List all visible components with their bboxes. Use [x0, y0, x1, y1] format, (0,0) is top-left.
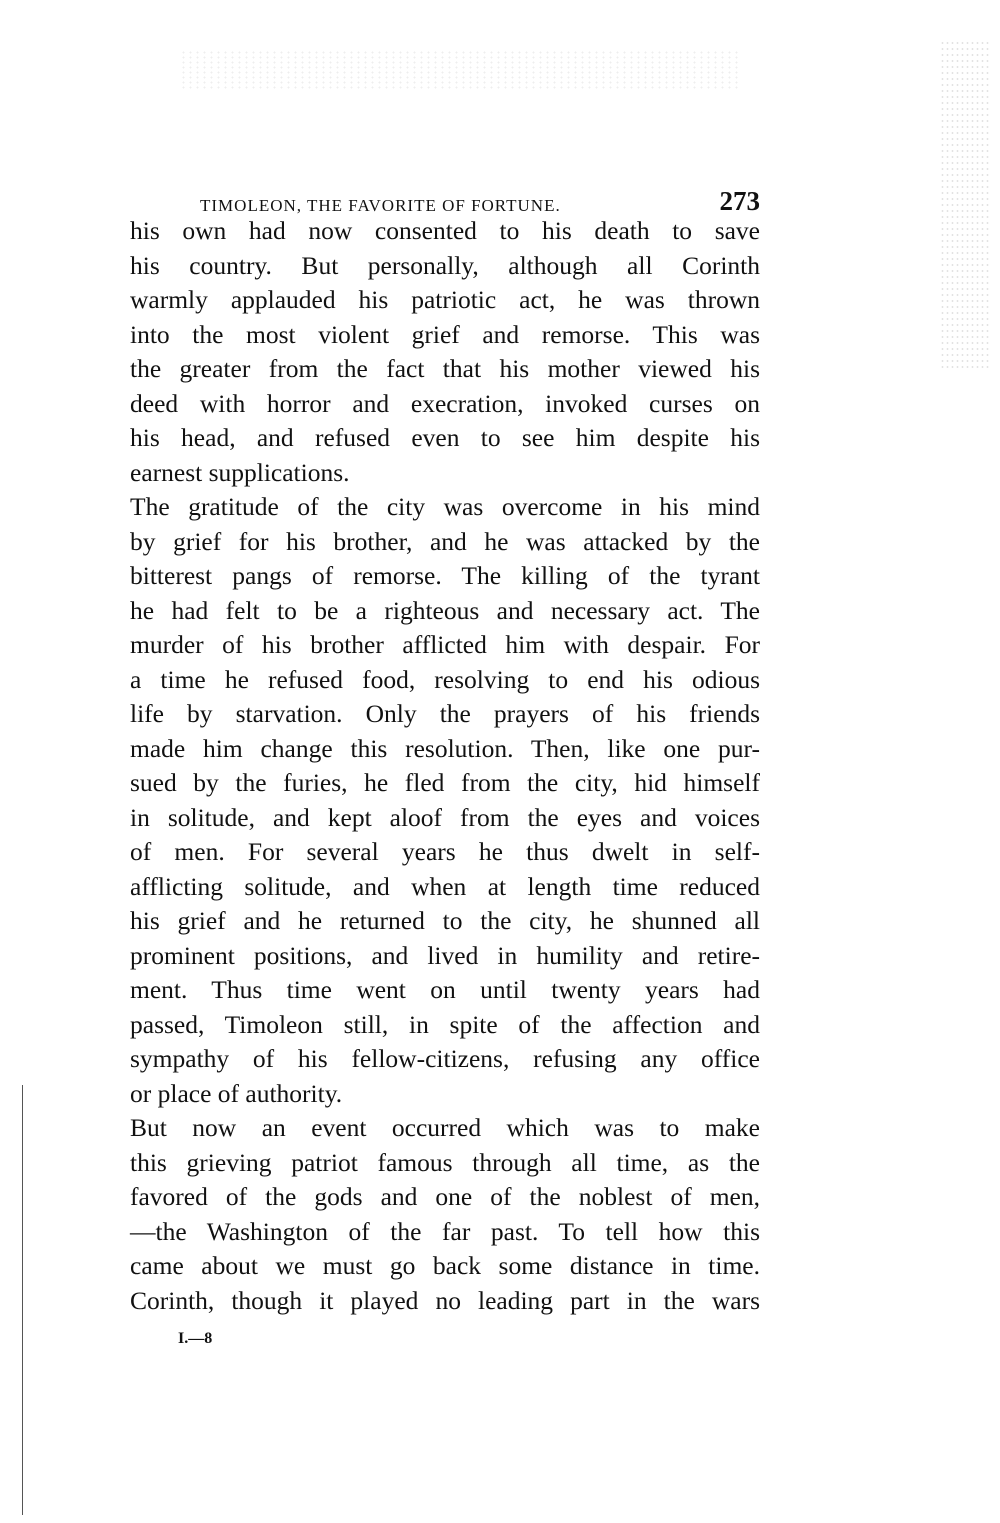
scan-noise [180, 50, 740, 90]
body-text [130, 214, 760, 1318]
text-line: by grief for his brother, and he was attacked by the [130, 526, 760, 556]
margin-rule [22, 1085, 23, 1515]
text-line: The gratitude of the city was overcome in his mind [130, 492, 760, 521]
text-line: in solitude, and kept aloof from the eyes and voices [130, 802, 760, 832]
text-line: made him change this resolution. Then, like one pur- [130, 733, 760, 763]
text-line: of men. For several years he thus dwelt in self- [130, 837, 760, 866]
text-line: or place of authority. [130, 1078, 343, 1108]
text-line: sympathy of his fellow-citizens, refusing any office [130, 1044, 760, 1073]
text-line: prominent positions, and lived in humility and retire- [130, 940, 760, 970]
text-line: But now an event occurred which was to make [130, 1113, 760, 1142]
text-line: afflicting solitude, and when at length time reduced [130, 871, 760, 901]
text-line: the greater from the fact that his mother viewed his [130, 354, 760, 383]
text-line: warmly applauded his patriotic act, he was thrown [130, 285, 760, 314]
scan-noise-edge [940, 40, 990, 370]
text-line: his head, and refused even to see him despite his [130, 423, 760, 452]
text-line: Corinth, though it played no leading part in the wars [130, 1285, 760, 1315]
text-line: favored of the gods and one of the noblest of men, [130, 1182, 760, 1211]
text-line: murder of his brother afflicted him with despair. For [130, 630, 760, 659]
text-line: this grieving patriot famous through all time, as the [130, 1147, 760, 1177]
text-line: into the most violent grief and remorse. This was [130, 319, 760, 349]
text-line: sued by the furies, he fled from the city, hid himself [130, 768, 760, 797]
signature-mark: I.—8 [178, 1330, 213, 1347]
text-line: his own had now consented to his death to save [130, 216, 760, 245]
page-number: 273 [719, 186, 760, 216]
text-line: bitterest pangs of remorse. The killing of the tyrant [130, 561, 760, 590]
text-line: his country. But personally, although all Corinth [130, 250, 760, 280]
text-line: a time he refused food, resolving to end his odious [130, 664, 760, 694]
text-line: he had felt to be a righteous and necessary act. The [130, 595, 760, 625]
text-line: —the Washington of the far past. To tell how this [130, 1216, 760, 1246]
text-line: came about we must go back some distance in time. [130, 1251, 760, 1280]
text-line: earnest supplications. [130, 457, 350, 487]
text-line: life by starvation. Only the prayers of his friends [130, 699, 760, 728]
text-line: deed with horror and execration, invoked curses on [130, 388, 760, 418]
text-line: his grief and he returned to the city, he shunned all [130, 906, 760, 935]
running-title: TIMOLEON, THE FAVORITE OF FORTUNE. [200, 196, 561, 215]
text-line: passed, Timoleon still, in spite of the affection and [130, 1009, 760, 1039]
text-line: ment. Thus time went on until twenty years had [130, 975, 760, 1004]
